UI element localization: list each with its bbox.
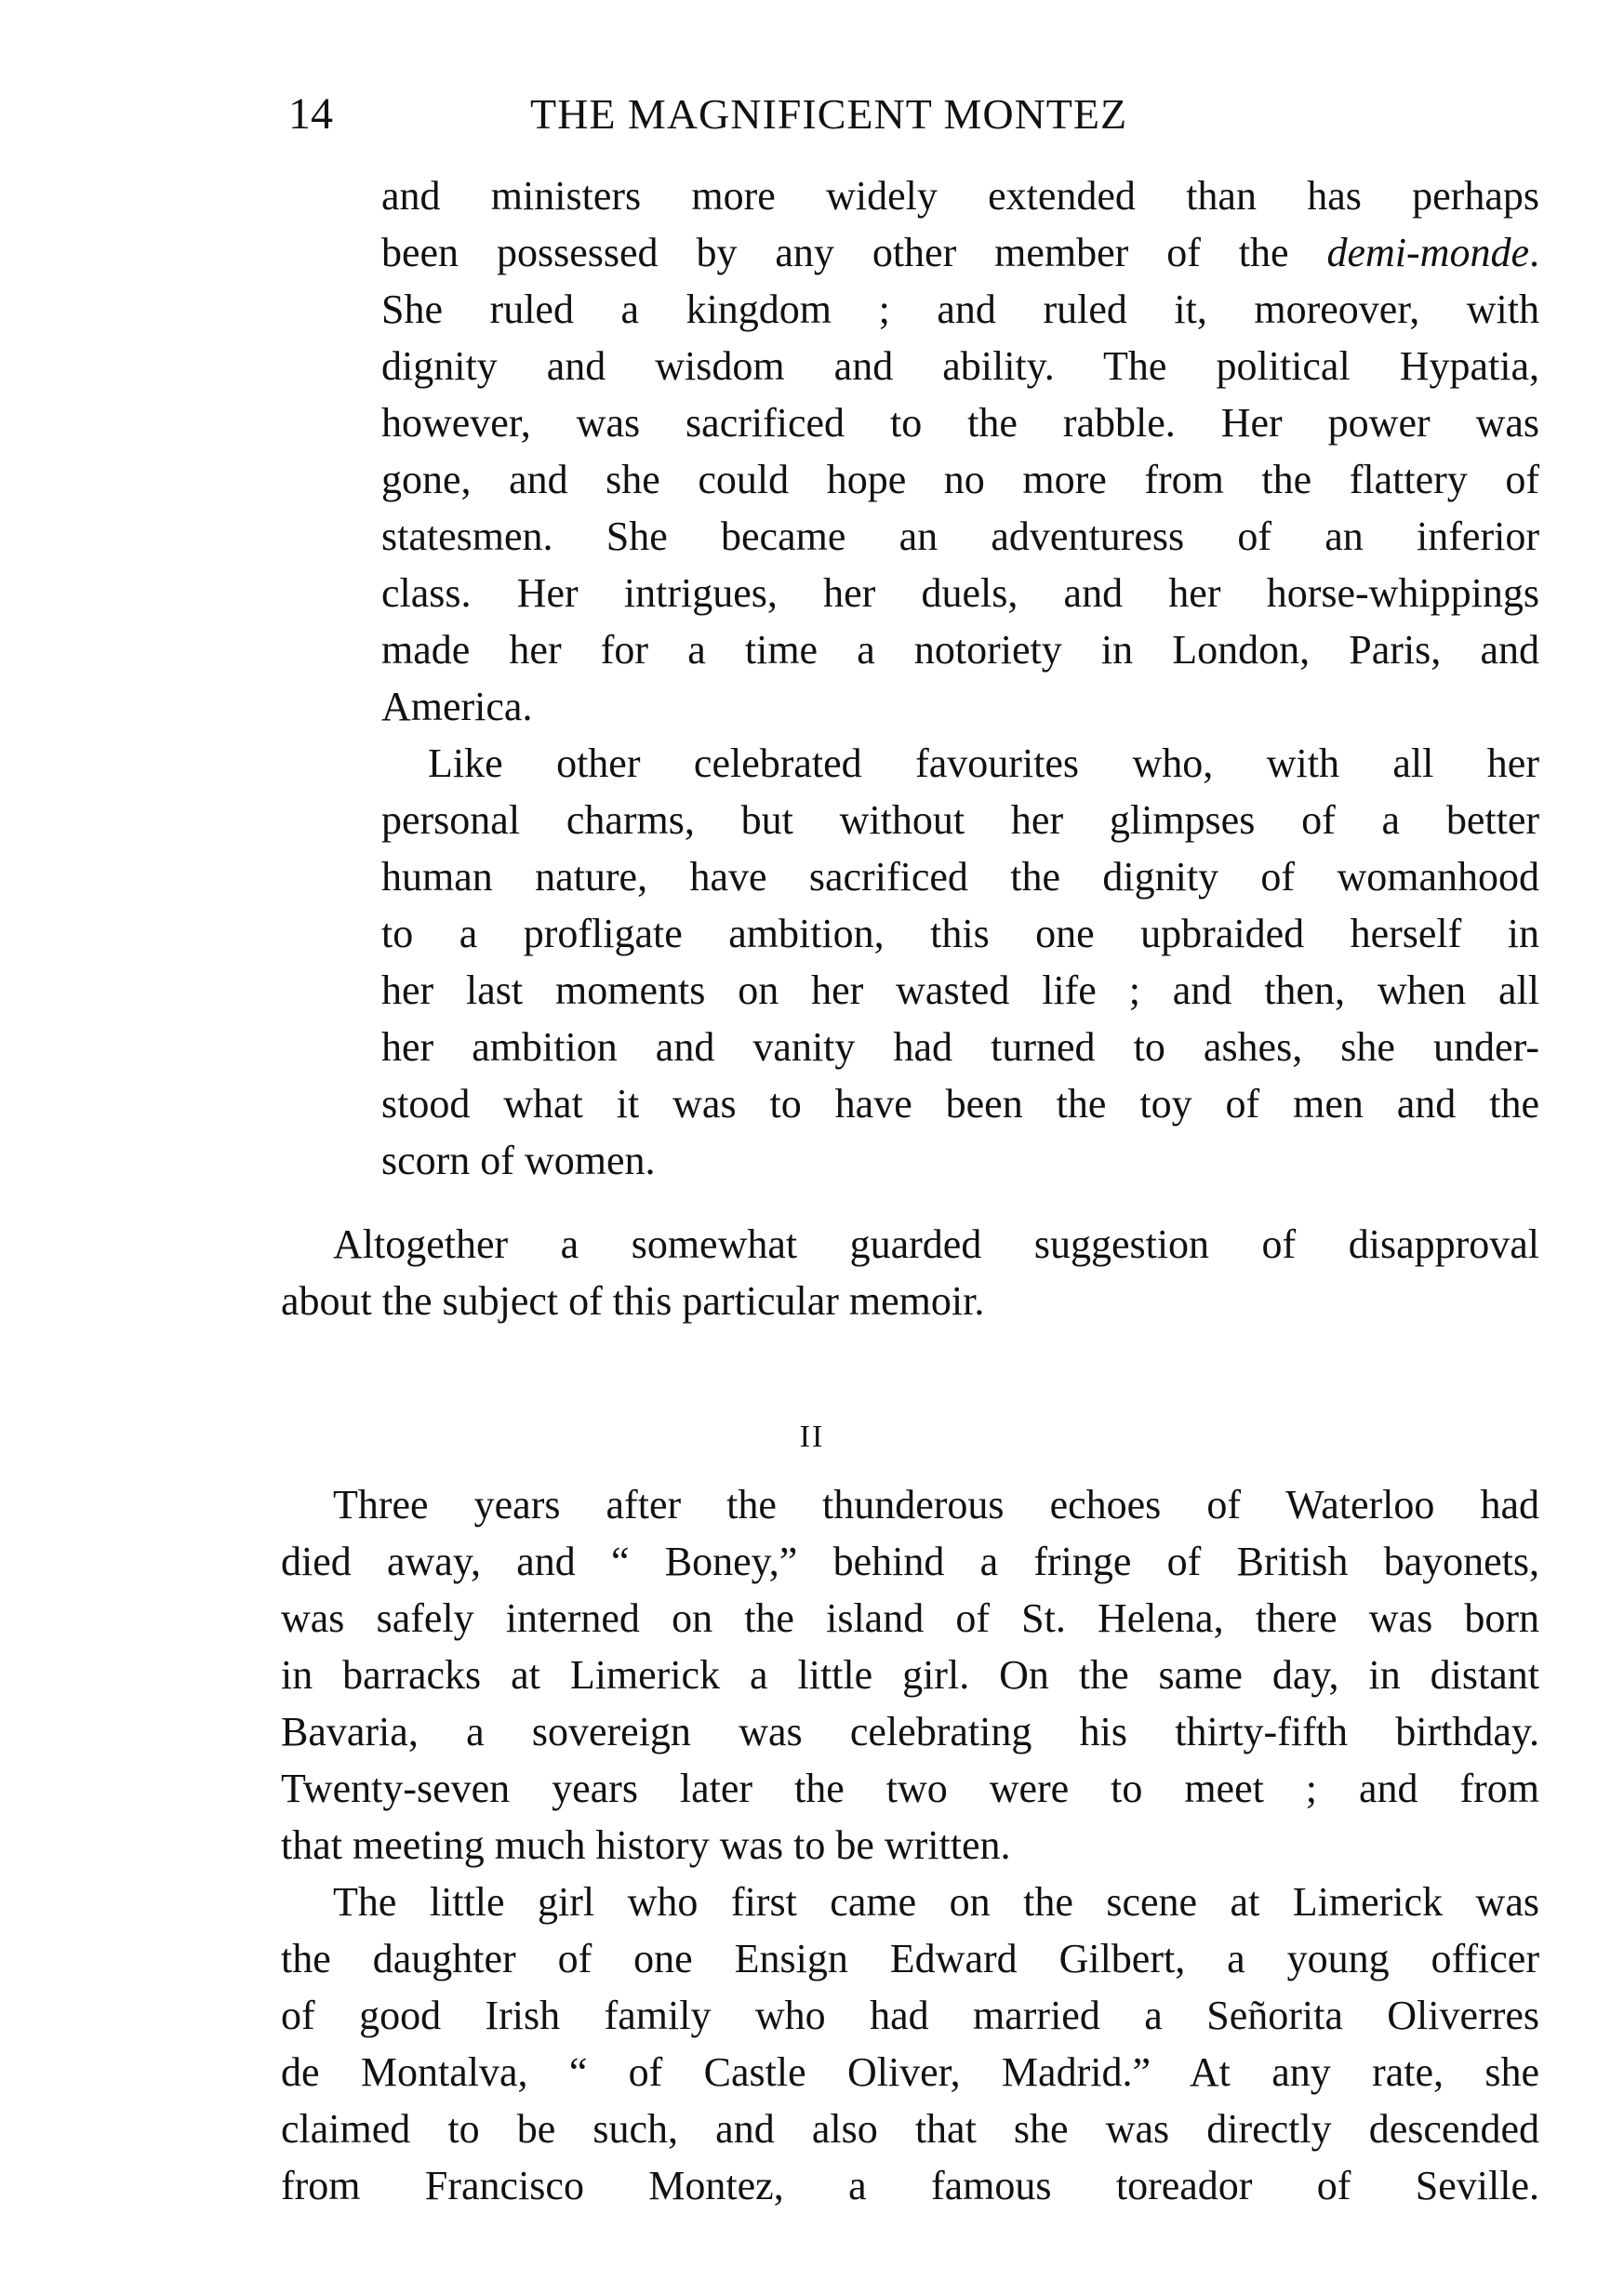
text-line: The little girl who first came on the scene at Limerick was (333, 1879, 1539, 1925)
page-number: 14 (288, 89, 333, 139)
quote-paragraph (381, 735, 1539, 1189)
text-line: human nature, have sacrificed the dignity of womanhood (381, 854, 1539, 900)
text-line: gone, and she could hope no more from the flattery of (381, 457, 1539, 502)
running-head (288, 82, 1539, 147)
text-line: about the subject of this particular memoir. (281, 1278, 985, 1324)
text-line: the daughter of one Ensign Edward Gilbert, a young officer (281, 1936, 1539, 1981)
text-line: stood what it was to have been the toy of men and the (381, 1081, 1539, 1127)
text-line: from Francisco Montez, a famous toreador of Seville. (281, 2163, 1539, 2208)
text-line: She ruled a kingdom ; and ruled it, moreover, with (381, 287, 1539, 332)
text-line: of good Irish family who had married a Señorita Oliverres (281, 1993, 1539, 2038)
text-line: to a profligate ambition, this one upbraided herself in (381, 911, 1539, 956)
text-line: statesmen. She became an adventuress of an inferior (381, 513, 1539, 559)
section-number: II (799, 1420, 825, 1454)
italic-term: demi-monde (1326, 230, 1529, 275)
body-paragraph (281, 1476, 1539, 1874)
text-line: de Montalva, “ of Castle Oliver, Madrid.” At any rate, she (281, 2049, 1539, 2095)
text-line: claimed to be such, and also that she was directly descended (281, 2106, 1539, 2152)
text-line: her ambition and vanity had turned to ashes, she under- (381, 1024, 1539, 1070)
text-line: Bavaria, a sovereign was celebrating his thirty-fifth birthday. (281, 1709, 1539, 1754)
text-line: class. Her intrigues, her duels, and her horse-whippings (381, 570, 1539, 616)
text-line: was safely interned on the island of St. Helena, there was born (281, 1595, 1539, 1641)
text-line: and ministers more widely extended than has perhaps (381, 173, 1539, 219)
text-line: Three years after the thunderous echoes of Waterloo had (333, 1482, 1539, 1527)
text-line: been possessed by any other member of the demi-monde. (381, 230, 1539, 275)
text-line: Like other celebrated favourites who, with all her (428, 740, 1539, 786)
text-line: in barracks at Limerick a little girl. On the same day, in distant (281, 1652, 1539, 1698)
text-line: died away, and “ Boney,” behind a fringe of British bayonets, (281, 1539, 1539, 1584)
body-paragraph (281, 1216, 1539, 1329)
quote-paragraph (381, 167, 1539, 735)
text-line: America. (381, 684, 533, 729)
text-line: however, was sacrificed to the rabble. Her power was (381, 400, 1539, 446)
text-line: dignity and wisdom and ability. The political Hypatia, (381, 343, 1539, 389)
text-line: that meeting much history was to be written. (281, 1822, 1011, 1868)
text-line: made her for a time a notoriety in London, Paris, and (381, 627, 1539, 673)
text-line: scorn of women. (381, 1138, 656, 1183)
running-title: THE MAGNIFICENT MONTEZ (530, 90, 1128, 138)
text-line: Twenty-seven years later the two were to meet ; and from (281, 1766, 1539, 1811)
block-quote (381, 167, 1539, 1189)
text-line: personal charms, but without her glimpses of a better (381, 797, 1539, 843)
text-line: her last moments on her wasted life ; and then, when all (381, 967, 1539, 1013)
body-paragraph (281, 1874, 1539, 2214)
text-line: Altogether a somewhat guarded suggestion of disapproval (333, 1221, 1539, 1267)
